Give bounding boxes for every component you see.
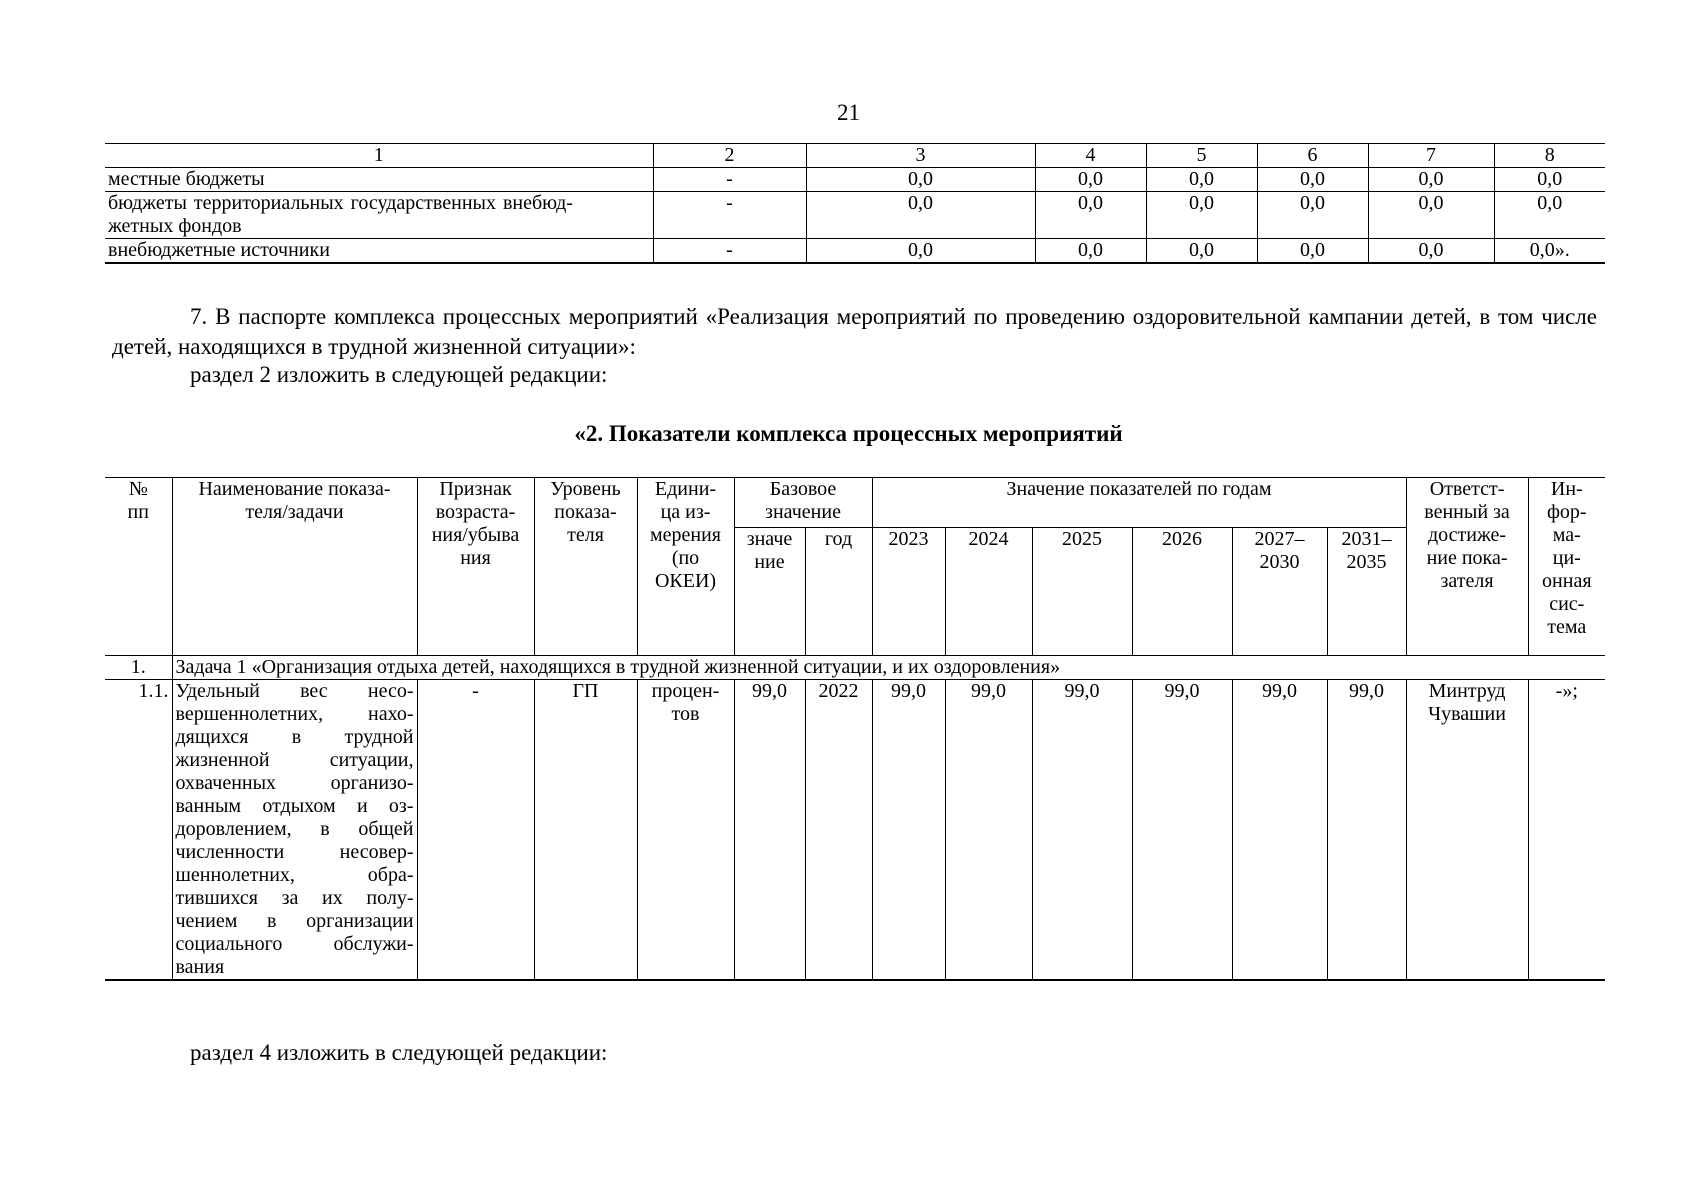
cell: 0,0 [1494, 168, 1605, 192]
table-row [105, 680, 1605, 981]
header-row-1 [105, 478, 1605, 528]
header-line: ние [754, 551, 785, 573]
col-info-header [1528, 478, 1605, 656]
name-line: вершеннолетних, нахо- [175, 703, 414, 725]
row-label [105, 192, 653, 239]
unit-cell [637, 680, 734, 981]
row-number: 1.1. [105, 680, 172, 981]
header-line: теля [567, 524, 604, 546]
cell: 0,0 [1035, 239, 1146, 264]
cell: 0,0 [1146, 239, 1257, 264]
value-cell: 99,0 [945, 680, 1032, 981]
header-line: Ин- [1550, 478, 1583, 500]
name-line: ванным отдыхом и оз- [175, 795, 414, 817]
sign-cell: - [417, 680, 534, 981]
header-line: значение [765, 501, 841, 523]
header-line: 2027– [1254, 528, 1305, 550]
col-year-header: 2026 [1132, 528, 1232, 656]
name-line: шеннолетних, обра- [175, 864, 414, 886]
row-label: местные бюджеты [105, 168, 653, 192]
cell: 0,0 [1368, 168, 1494, 192]
base-value-cell: 99,0 [734, 680, 805, 981]
header-line: Ответст- [1429, 478, 1505, 500]
header-line: (по [671, 547, 700, 569]
paragraph-7-text: 7. В паспорте комплекса процессных мероприятий «Реализация мероприятий по проведению оздоровительной кампании детей, в том числе детей, находящихся в трудной жизненной ситуации»: [112, 304, 1597, 359]
header-line: пп [127, 501, 149, 523]
header-line: тема [1547, 616, 1587, 638]
col-year-header: 2023 [872, 528, 945, 656]
cell: 0,0». [1494, 239, 1605, 264]
cell: 0,0 [1368, 192, 1494, 239]
budget-table [105, 143, 1605, 264]
header-line: ние пока- [1426, 547, 1508, 569]
col-level-header [534, 478, 637, 656]
cell: 0,0 [1257, 168, 1368, 192]
cell: 0,0 [1368, 239, 1494, 264]
col-sign-header [417, 478, 534, 656]
header-line: достиже- [1427, 524, 1507, 546]
value-cell: 99,0 [1327, 680, 1406, 981]
col-year-header: 2024 [945, 528, 1032, 656]
col-year-range-header [1232, 528, 1327, 656]
col-num-header [105, 478, 172, 656]
paragraph-7 [112, 302, 1597, 362]
col-year-header: 2025 [1032, 528, 1132, 656]
header-line: значе [746, 528, 793, 550]
row-label-line: бюджеты территориальных государственных внебюд- [108, 192, 573, 214]
col-year-range-header [1327, 528, 1406, 656]
cell: 0,0 [806, 192, 1035, 239]
header-line: 2031– [1341, 528, 1392, 550]
header-line: возраста- [435, 501, 516, 523]
table-row [105, 192, 1605, 239]
resp-line: Минтруд [1428, 680, 1506, 702]
name-line: социального обслужи- [175, 933, 414, 955]
header-line: зателя [1440, 570, 1494, 592]
header-line: мерения [649, 524, 721, 546]
cell: 0,0 [1035, 192, 1146, 239]
closing-line: раздел 4 изложить в следующей редакции: [190, 1040, 608, 1065]
header-line: показа- [554, 501, 617, 523]
responsible-cell [1406, 680, 1528, 981]
header-line: Признак [439, 478, 512, 500]
cell: 0,0 [806, 168, 1035, 192]
paragraph-7-line2: раздел 2 изложить в следующей редакции: [190, 362, 608, 387]
cell: - [653, 168, 806, 192]
cell: 0,0 [806, 239, 1035, 264]
table-row [105, 168, 1605, 192]
header-line: онная [1542, 570, 1592, 592]
cell: - [653, 239, 806, 264]
unit-line: тов [671, 703, 700, 725]
resp-line: Чувашии [1428, 703, 1506, 725]
cell: 0,0 [1146, 192, 1257, 239]
header-line: сис- [1549, 593, 1585, 615]
header-line: Уровень [550, 478, 621, 500]
header-cell: 2 [653, 144, 806, 168]
cell: 0,0 [1257, 192, 1368, 239]
indicator-name [172, 680, 417, 981]
name-line: охваченных организо- [175, 772, 414, 794]
name-line: вания [175, 956, 225, 978]
name-line: жизненной ситуации, [175, 749, 414, 771]
header-cell: 8 [1494, 144, 1605, 168]
header-line: Базовое [769, 478, 837, 500]
header-line: ния [460, 547, 491, 569]
value-cell: 99,0 [1032, 680, 1132, 981]
header-line: ма- [1552, 524, 1581, 546]
col-name-header [172, 478, 417, 656]
cell: 0,0 [1035, 168, 1146, 192]
task-row [105, 656, 1605, 680]
cell: 0,0 [1494, 192, 1605, 239]
col-values-header: Значение показателей по годам [872, 478, 1406, 528]
header-line: ния/убыва [431, 524, 520, 546]
cell: 0,0 [1146, 168, 1257, 192]
value-cell: 99,0 [1132, 680, 1232, 981]
name-line: тившихся за их полу- [175, 887, 414, 909]
section-heading: «2. Показатели комплекса процессных мероприятий [574, 421, 1123, 446]
name-line: дящихся в трудной [175, 726, 414, 748]
page-number: 21 [837, 100, 860, 125]
header-line: Едини- [654, 478, 717, 500]
header-line: теля/задачи [245, 501, 344, 523]
info-system-cell: -»; [1528, 680, 1605, 981]
header-cell: 4 [1035, 144, 1146, 168]
header-line: № [128, 478, 148, 500]
col-unit-header [637, 478, 734, 656]
col-base-year-header: год [805, 528, 872, 656]
header-line: 2030 [1259, 551, 1300, 573]
header-cell: 6 [1257, 144, 1368, 168]
base-year-cell: 2022 [805, 680, 872, 981]
col-base-value-header [734, 528, 805, 656]
header-line: фор- [1546, 501, 1587, 523]
task-number: 1. [105, 656, 172, 680]
header-cell: 7 [1368, 144, 1494, 168]
header-line: ци- [1552, 547, 1581, 569]
col-resp-header [1406, 478, 1528, 656]
cell: 0,0 [1257, 239, 1368, 264]
header-line: венный за [1424, 501, 1510, 523]
header-line: Наименование показа- [198, 478, 391, 500]
name-line: доровлением, в общей [175, 818, 414, 840]
value-cell: 99,0 [872, 680, 945, 981]
header-line: ОКЕИ) [654, 570, 717, 592]
name-line: численности несовер- [175, 841, 414, 863]
col-base-header [734, 478, 872, 528]
indicators-table [105, 477, 1605, 981]
name-line: Удельный вес несо- [175, 680, 414, 702]
table-row [105, 239, 1605, 264]
row-label: внебюджетные источники [105, 239, 653, 264]
row-label-line: жетных фондов [108, 215, 242, 237]
header-cell: 5 [1146, 144, 1257, 168]
task-text: Задача 1 «Организация отдыха детей, находящихся в трудной жизненной ситуации, и их оздоровления» [172, 656, 1605, 680]
header-cell: 1 [105, 144, 653, 168]
unit-line: процен- [651, 680, 720, 702]
header-cell: 3 [806, 144, 1035, 168]
name-line: чением в организации [175, 910, 414, 932]
value-cell: 99,0 [1232, 680, 1327, 981]
cell: - [653, 192, 806, 239]
budget-table-header-row [105, 144, 1605, 168]
header-line: ца из- [660, 501, 711, 523]
level-cell: ГП [534, 680, 637, 981]
header-line: 2035 [1346, 551, 1387, 573]
